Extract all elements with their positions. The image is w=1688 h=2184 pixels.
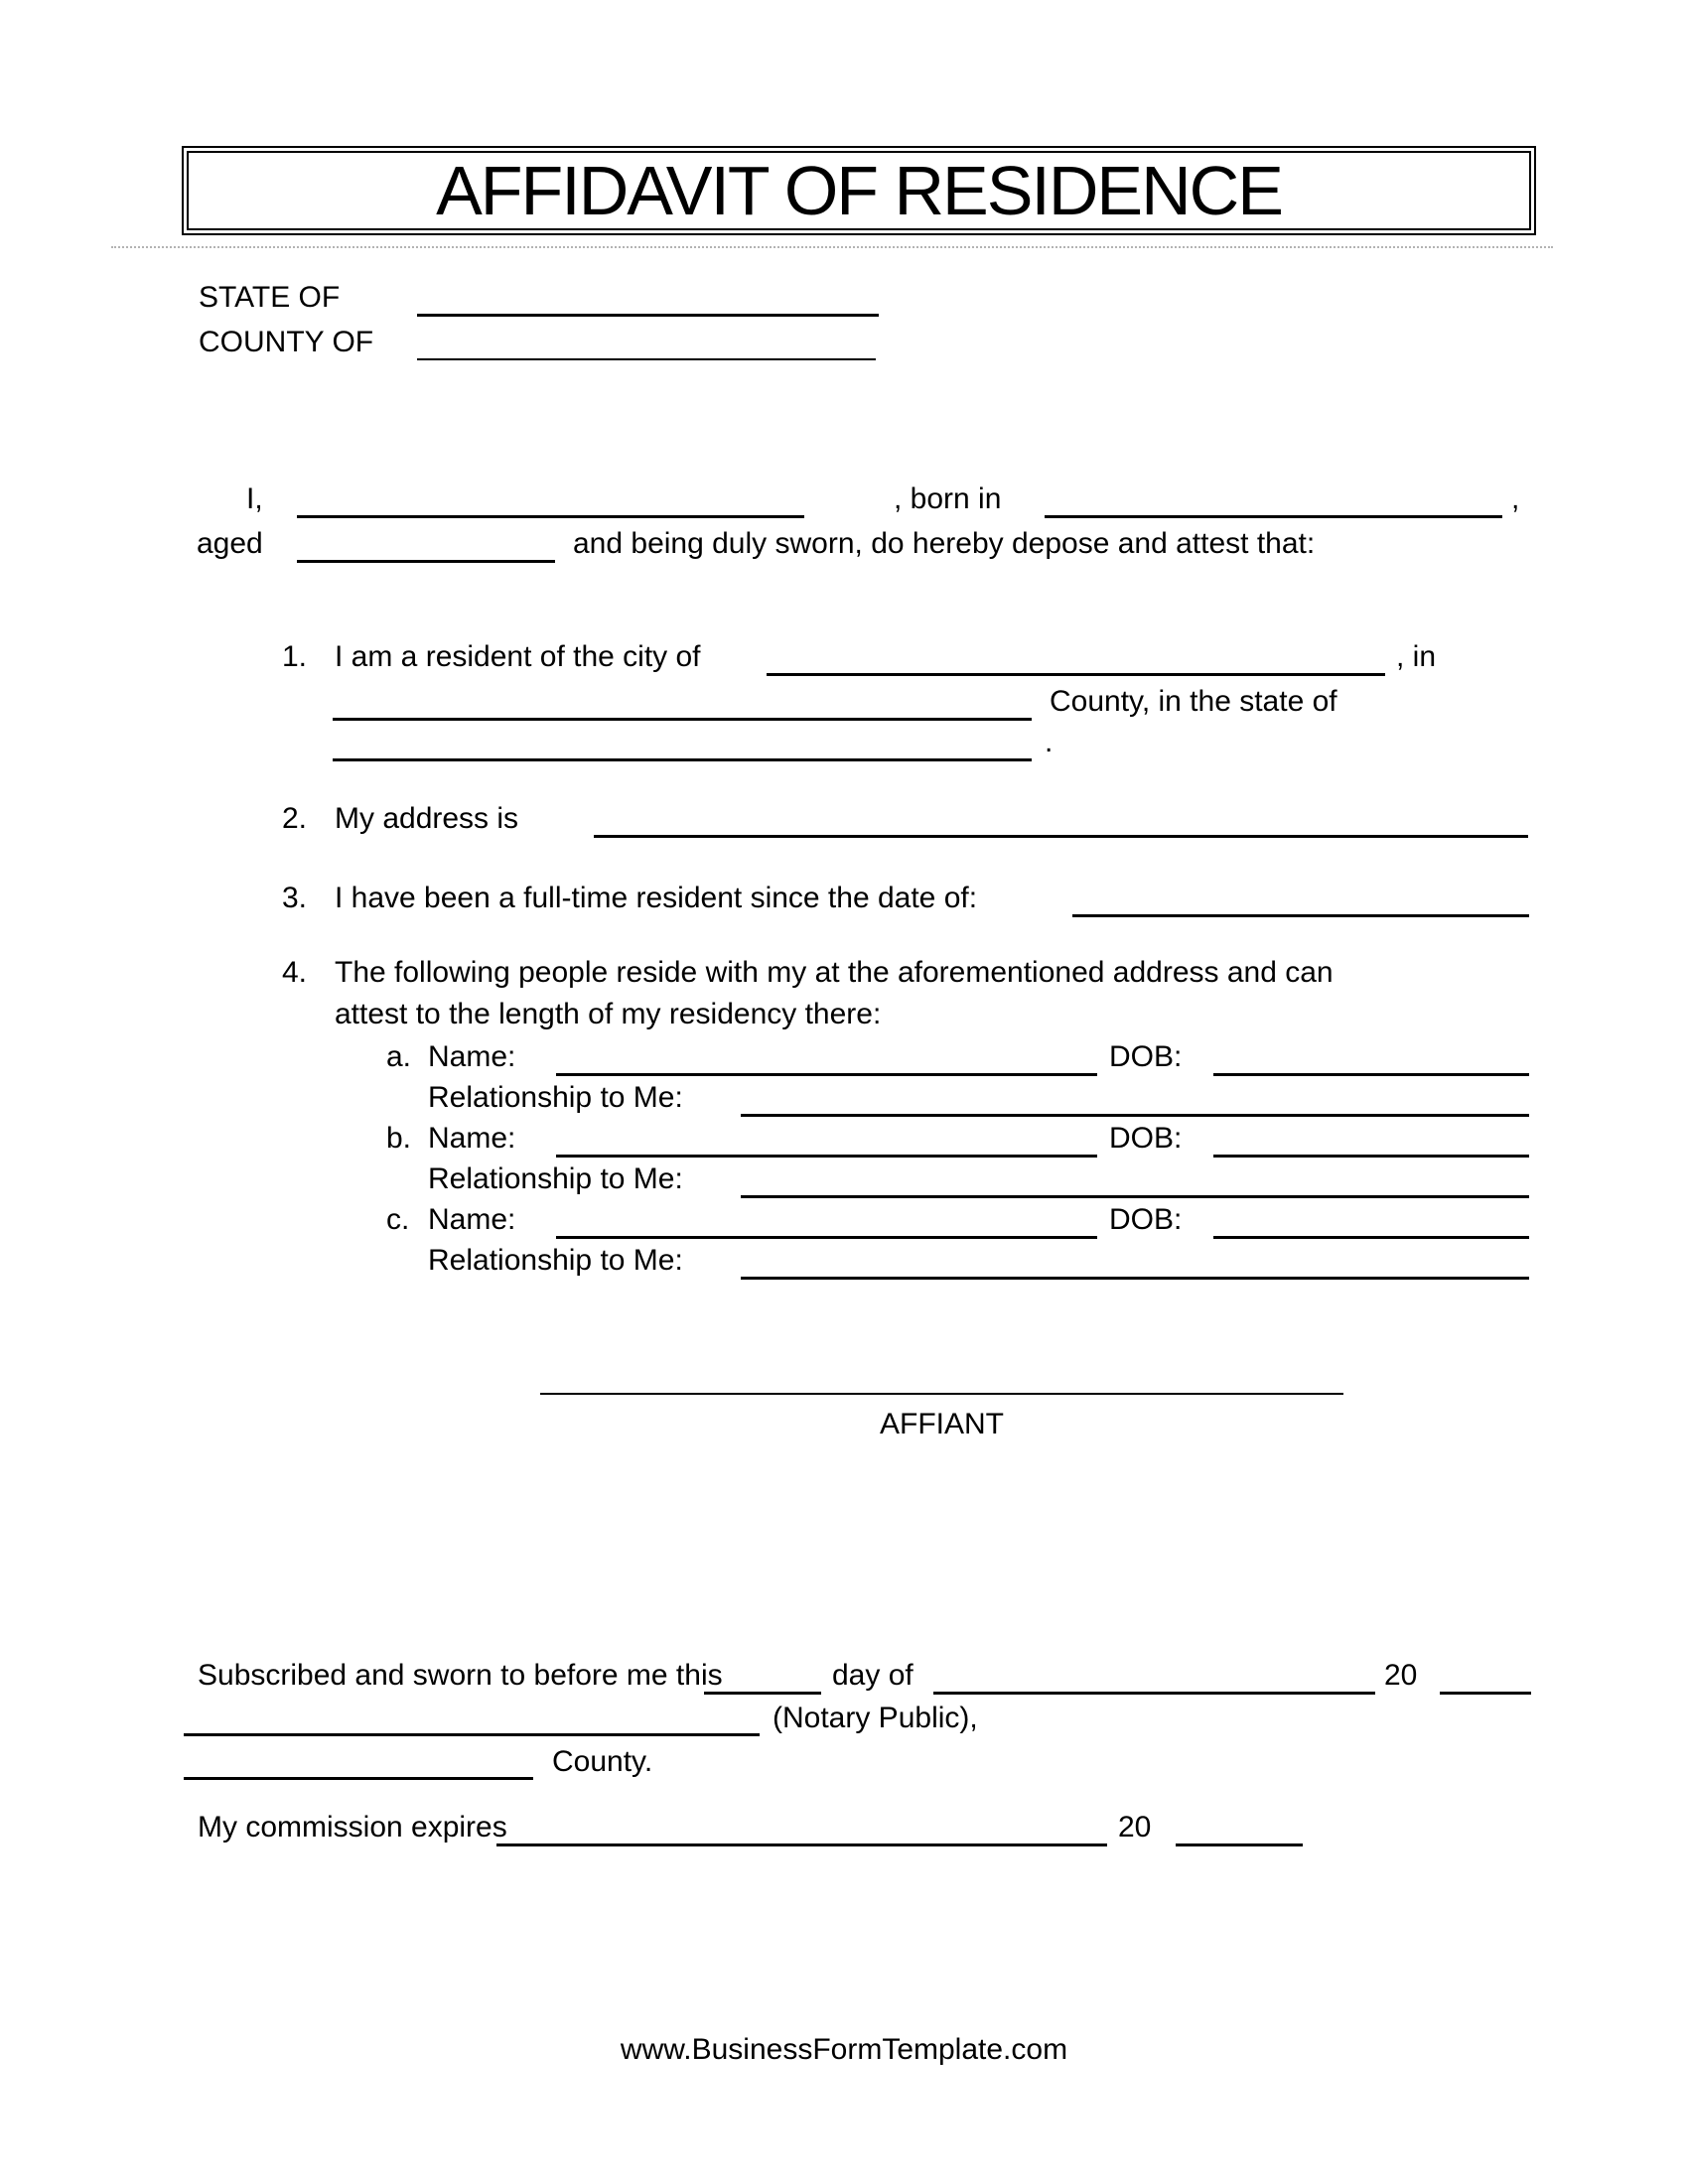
aged-label: aged bbox=[197, 527, 263, 560]
address-label: My address is bbox=[335, 802, 519, 835]
form-title: AFFIDAVIT OF RESIDENCE bbox=[436, 152, 1282, 229]
notary-county-label: County. bbox=[552, 1745, 653, 1778]
commission-year-prefix: 20 bbox=[1118, 1811, 1152, 1843]
birthplace-line bbox=[1045, 515, 1502, 518]
item-3-number: 3. bbox=[282, 882, 308, 914]
affiant-name-line bbox=[297, 515, 804, 518]
resident-c-dob-label: DOB: bbox=[1109, 1203, 1183, 1236]
item-1-text: I am a resident of the city of bbox=[335, 640, 701, 673]
affiant-intro-label: I, bbox=[246, 482, 263, 515]
in-label: , in bbox=[1396, 640, 1437, 673]
item-2-number: 2. bbox=[282, 802, 308, 835]
subscribed-text: Subscribed and sworn to before me this bbox=[198, 1659, 723, 1692]
commission-year-line bbox=[1176, 1843, 1303, 1846]
state-blank-line bbox=[417, 314, 879, 317]
age-line bbox=[297, 560, 555, 563]
state-label: STATE OF bbox=[199, 281, 341, 314]
commission-label: My commission expires bbox=[198, 1811, 507, 1843]
county-blank-line bbox=[417, 358, 876, 360]
resident-a-name-line bbox=[556, 1073, 1097, 1076]
resident-a-rel-line bbox=[741, 1114, 1529, 1117]
item-1-period: . bbox=[1045, 726, 1054, 758]
resident-b-name-line bbox=[556, 1155, 1097, 1158]
resident-b-dob-label: DOB: bbox=[1109, 1122, 1183, 1155]
title-box-inner-border bbox=[187, 151, 1531, 230]
resident-c-dob-line bbox=[1213, 1236, 1529, 1239]
resident-b-rel-label: Relationship to Me: bbox=[428, 1162, 683, 1195]
commission-date-line bbox=[496, 1843, 1107, 1846]
resident-b-name-label: Name: bbox=[428, 1122, 516, 1155]
item-4-text-line-1: The following people reside with my at the aforementioned address and can bbox=[335, 956, 1334, 989]
month-blank-line bbox=[933, 1692, 1375, 1695]
year-prefix: 20 bbox=[1384, 1659, 1418, 1692]
title-dotted-rule bbox=[111, 246, 1553, 248]
item-4-text-line-2: attest to the length of my residency there: bbox=[335, 998, 882, 1030]
item-4-number: 4. bbox=[282, 956, 308, 989]
affiant-label: AFFIANT bbox=[880, 1408, 1004, 1440]
day-blank-line bbox=[704, 1692, 821, 1695]
sworn-statement: and being duly sworn, do hereby depose and attest that: bbox=[573, 527, 1316, 560]
notary-signature-line bbox=[184, 1733, 760, 1736]
county-label: COUNTY OF bbox=[199, 326, 374, 358]
resident-a-letter: a. bbox=[386, 1040, 412, 1073]
address-line bbox=[594, 835, 1528, 838]
year-blank-line bbox=[1440, 1692, 1531, 1695]
resident-c-name-line bbox=[556, 1236, 1097, 1239]
resident-b-dob-line bbox=[1213, 1155, 1529, 1158]
resident-c-letter: c. bbox=[386, 1203, 410, 1236]
born-in-label: , born in bbox=[894, 482, 1002, 515]
resident-b-rel-line bbox=[741, 1195, 1529, 1198]
resident-c-rel-line bbox=[741, 1277, 1529, 1280]
residency-date-line bbox=[1072, 914, 1529, 917]
city-line bbox=[767, 673, 1385, 676]
affiant-signature-line bbox=[540, 1393, 1343, 1395]
day-of-label: day of bbox=[832, 1659, 914, 1692]
resident-a-dob-line bbox=[1213, 1073, 1529, 1076]
county-state-label: County, in the state of bbox=[1050, 685, 1337, 718]
county-name-line bbox=[333, 718, 1032, 721]
resident-b-letter: b. bbox=[386, 1122, 412, 1155]
resident-a-dob-label: DOB: bbox=[1109, 1040, 1183, 1073]
notary-public-label: (Notary Public), bbox=[773, 1702, 978, 1734]
item-1-number: 1. bbox=[282, 640, 308, 673]
notary-county-line bbox=[184, 1777, 533, 1780]
state-name-line bbox=[333, 758, 1032, 761]
resident-c-name-label: Name: bbox=[428, 1203, 516, 1236]
footer-url: www.BusinessFormTemplate.com bbox=[620, 2033, 1068, 2066]
resident-a-rel-label: Relationship to Me: bbox=[428, 1081, 683, 1114]
residency-date-label: I have been a full-time resident since the date of: bbox=[335, 882, 978, 914]
resident-c-rel-label: Relationship to Me: bbox=[428, 1244, 683, 1277]
resident-a-name-label: Name: bbox=[428, 1040, 516, 1073]
trailing-comma: , bbox=[1511, 482, 1520, 515]
title-box bbox=[182, 146, 1536, 235]
